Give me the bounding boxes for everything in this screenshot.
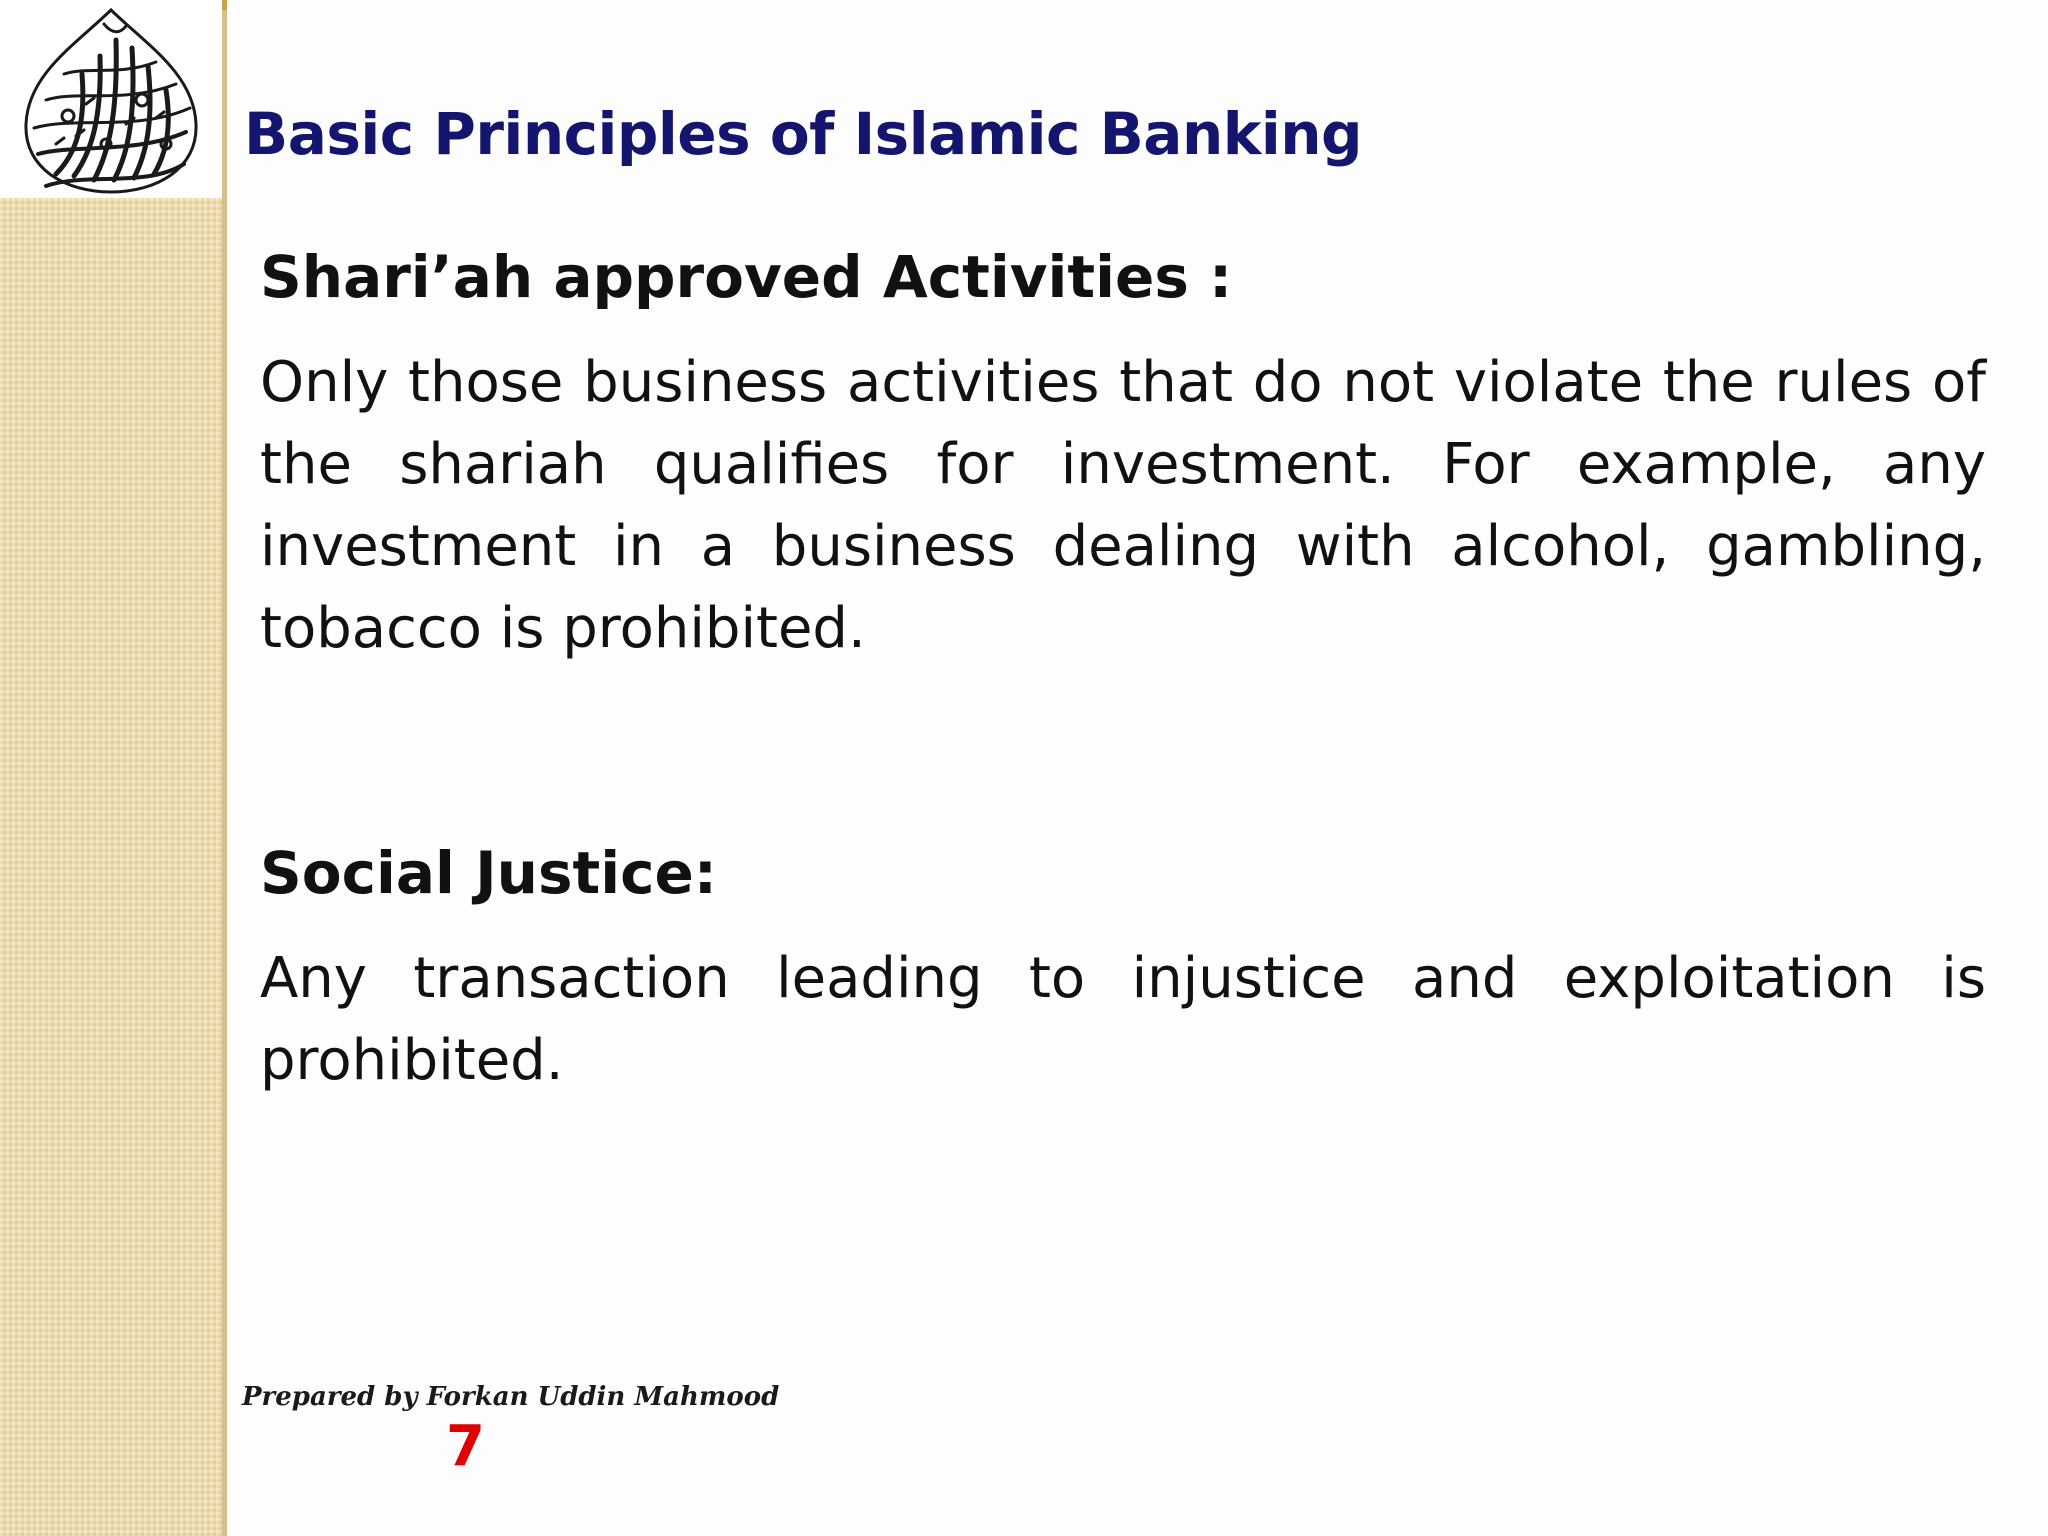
page-number: 7 [446,1414,485,1479]
slide-title: Basic Principles of Islamic Banking [244,100,1363,168]
section-heading: Shari’ah approved Activities : [260,243,1233,311]
side-decorative-band [0,198,222,1536]
section-body: Any transaction leading to injustice and exploitation is prohibited. [260,946,1986,1093]
section-shariah-approved-activities [260,242,1986,670]
section-body: Only those business activities that do not violate the rules of the shariah qualifies for investment. For example, any investment in a business dealing with alcohol, gambling, tobacco is prohibited. [260,350,1986,661]
side-divider-accent [222,0,227,10]
bismillah-calligraphy-icon [16,4,206,196]
side-divider-line [222,0,227,1536]
section-heading: Social Justice: [260,839,718,907]
footer-credit: Prepared by Forkan Uddin Mahmood [242,1382,780,1412]
logo-container [0,0,222,198]
section-social-justice [260,838,1986,1102]
